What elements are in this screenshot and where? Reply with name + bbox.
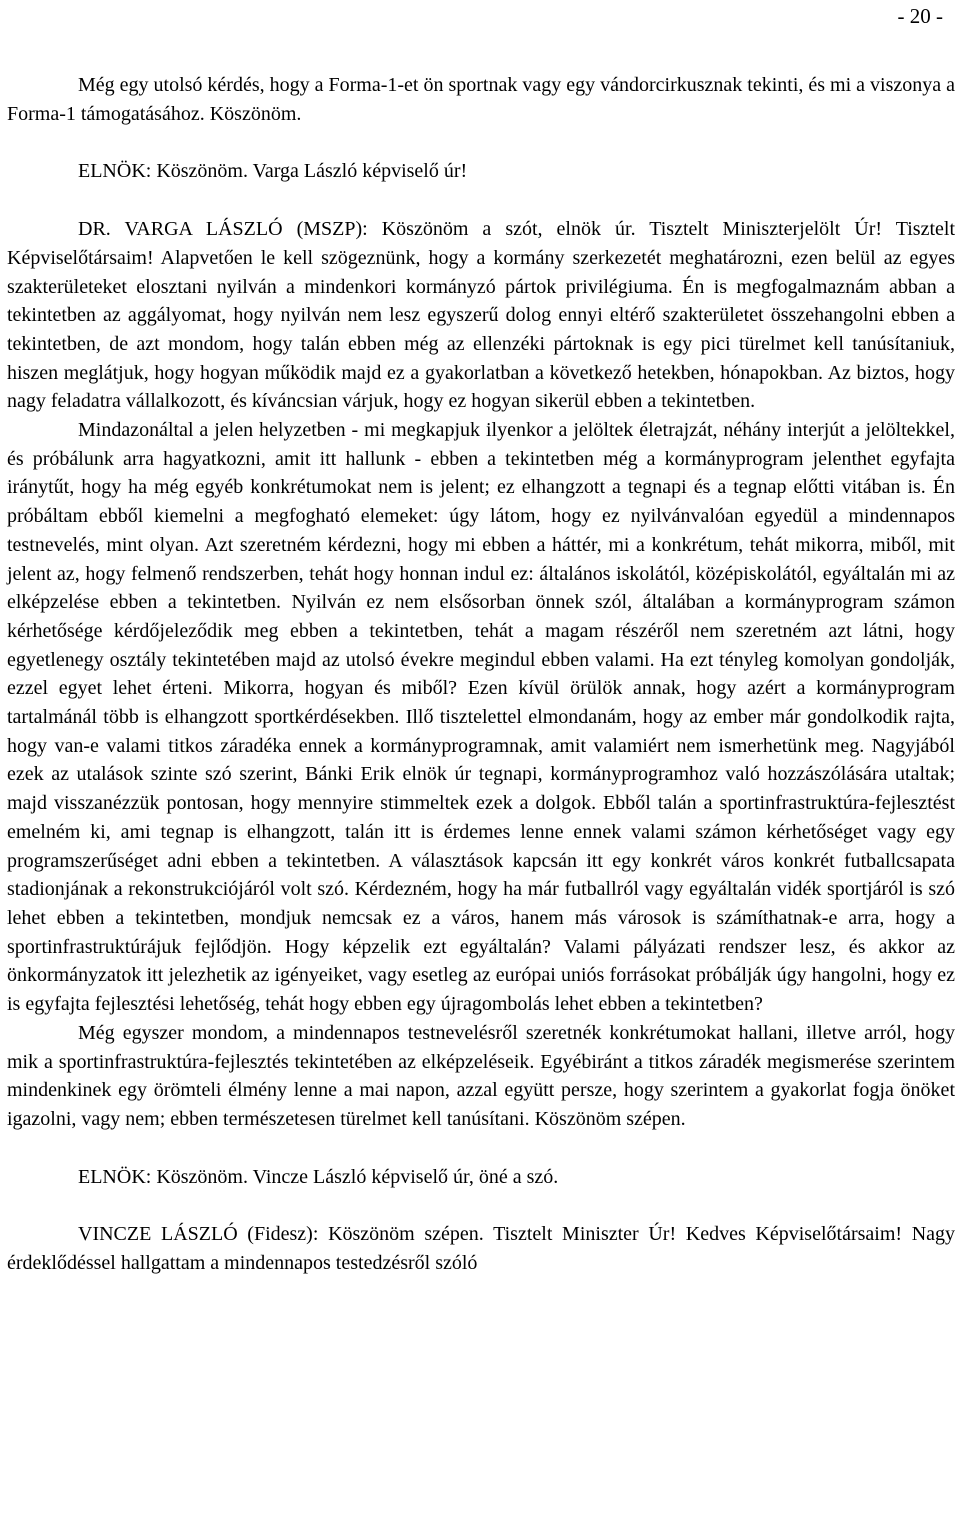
speaker-name: DR. VARGA LÁSZLÓ (MSZP): [78, 218, 368, 241]
paragraph [7, 416, 955, 1019]
paragraph [7, 215, 955, 416]
paragraph-text: Köszönöm. Varga László képviselő úr! [156, 160, 468, 183]
page-number: - 20 - [897, 4, 943, 28]
paragraph-text: Mindazonáltal a jelen helyzetben - mi megkapjuk ilyenkor a jelöltek életrajzát, néhány interjút a jelöltekkel, és próbálunk arra hagyatkozni, amit itt hallunk - ebben a tekintetben még a kormányprogram jelenthet egyfajta iránytűt, hogy ha még egyéb konkrétumokat nem is jelent; ez elhangzott a tegnapi és a tegnap előtti vitában is. Én próbáltam ebből kiemelni a megfogható elemeket: úgy látom, hogy ez nyilvánvalóan egyedül a mindennapos testnevelés, mint olyan. Azt szeretném kérdezni, hogy mi ebben a háttér, mi a konkrétum, tehát mikorra, miből, mit jelent az, hogy felmenő rendszerben, tehát hogy honnan indul ez: általános iskolától, középiskolától, egyáltalán mi az elképzelése ebben a tekintetben. Nyilván ez nem elsősorban önnek szól, általában a kormányprogram számon kérhetősége kérdőjeleződik meg ebben a tekintetben, tehát a magam részéről nem szeretném azt látni, hogy egyetlenegy osztály tekintetében majd az utolsó évekre megindul ebben valami. Ha ezt tényleg komolyan gondolják, ezzel egyet lehet érteni. Mikorra, hogyan és miből? Ezen kívül örülök annak, hogy azért a kormányprogram tartalmánál több is elhangzott sportkérdésekben. Illő tisztelettel elmondanám, hogy az ember már gondolkodik rajta, hogy van-e valami titkos záradéka ennek a kormányprogramnak, amit valamiért nem ismerhetünk meg. Nagyjából ezek az utalások szinte szó szerint, Bánki Erik elnök úr tegnapi, kormányprogramhoz való hozzászólására utaltak; majd visszanézzük pontosan, hogy mennyire stimmeltek ezek a dolgok. Ebből talán a sportinfrastruktúra-fejlesztést emelném ki, ami tegnap is elhangzott, talán itt is érdemes lenne ennek valami számon kérhetőséget vagy egy programszerűséget adni ebben a tekintetben. A választások kapcsán itt egy konkrét város konkrét futballcsapata stadionjának a rekonstrukciójáról volt szó. Kérdezném, hogy ha már futballról vagy egyáltalán vidék sportjáról is szó lehet ebben a tekintetben, mondjuk nemcsak ez a város, hanem más városok is számíthatnak-e arra, hogy a sportinfrastruktúrájuk fejlődjön. Hogy képzelik ezt egyáltalán? Valami pályázati rendszer lesz, és akkor az önkormányzatok itt jelezhetik az igényeiket, vagy esetleg az európai uniós forrásokat próbálják úgy hangolni, hogy ez is egyfajta fejlesztési lehetőség, tehát hogy ebben egy újragombolás lehet ebben a tekintetben? [7, 419, 955, 1016]
paragraph-text: Még egyszer mondom, a mindennapos testnevelésről szeretnék konkrétumokat hallani, illetve arról, hogy mik a sportinfrastruktúra-fejlesztés tekintetében az elképzeléseik. Egyébiránt a titkos záradék megismerése szerintem mindenkinek egy örömteli élmény lenne a mai napon, azzal együtt persze, hogy szerintem a gyakorlat fogja önöket igazolni, vagy nem; ebben természetesen türelmet kell tanúsítani. Köszönöm szépen. [7, 1021, 955, 1130]
paragraph-text: Köszönöm. Vincze László képviselő úr, öné a szó. [156, 1165, 559, 1188]
speaker-name: VINCZE LÁSZLÓ (Fidesz): [78, 1223, 319, 1246]
paragraph [7, 1019, 955, 1134]
speaker-name: ELNÖK: [78, 160, 152, 183]
paragraph-text: Még egy utolsó kérdés, hogy a Forma-1-et ön sportnak vagy egy vándorcirkusznak tekinti, és mi a viszonya a Forma-1 támogatásához. Köszönöm. [7, 74, 956, 125]
document-body [7, 71, 955, 1278]
paragraph [7, 1163, 955, 1192]
paragraph-text: Köszönöm a szót, elnök úr. Tisztelt Miniszterjelölt Úr! Tisztelt Képviselőtársaim! Alapvetően le kell szögeznünk, hogy a kormány szerkezetét meghatározni, ezen belül az egyes szakterületeket elosztani nyilván a mindenkori kormányzó pártok privilégiuma. Én is megfogalmaznám abban a tekintetben az aggályomat, hogy nyilván nem lesz egyszerű dolog ennyi eltérő szakterületet összehangolni ebben a tekintetben, de azt mondom, hogy talán ebben még az ellenzéki pártoknak is egy pici türelmet kell tanúsítaniuk, hiszen meglátjuk, hogy hogyan működik majd ez a gyakorlatban a következő hetekben, hónapokban. Az biztos, hogy nagy feladatra vállalkozott, és kíváncsian várjuk, hogy ez hogyan sikerül ebben a tekintetben. [7, 218, 956, 413]
paragraph [7, 157, 955, 186]
paragraph [7, 1220, 955, 1277]
speaker-name: ELNÖK: [78, 1165, 152, 1188]
paragraph-text: Köszönöm szépen. Tisztelt Miniszter Úr! Kedves Képviselőtársaim! Nagy érdeklődéssel hallgattam a mindennapos testedzésről szóló [7, 1223, 956, 1275]
paragraph [7, 71, 955, 128]
